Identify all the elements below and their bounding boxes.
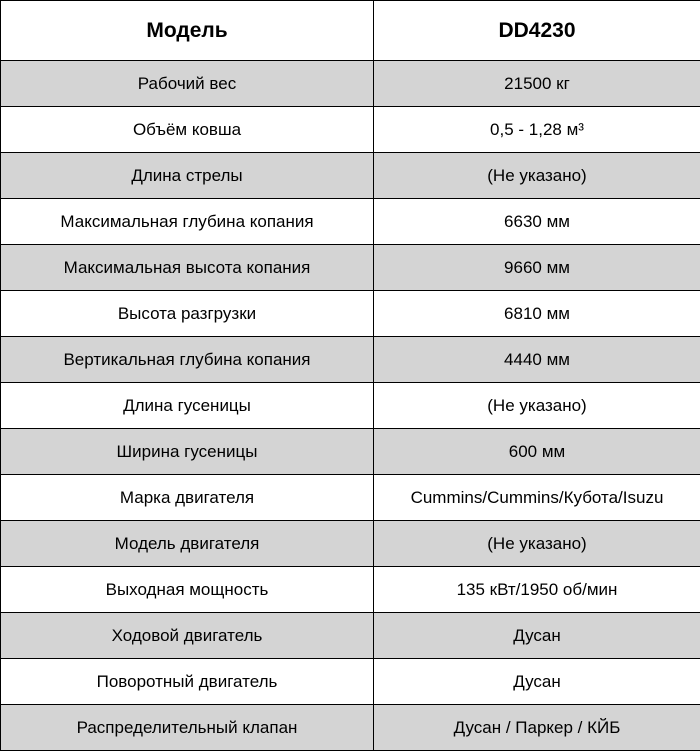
row-label: Рабочий вес [1, 61, 374, 107]
header-model-label: Модель [1, 1, 374, 61]
row-value: 135 кВт/1950 об/мин [374, 567, 700, 613]
row-value: 9660 мм [374, 245, 700, 291]
header-model-value: DD4230 [374, 1, 700, 61]
row-label: Высота разгрузки [1, 291, 374, 337]
table-row [1, 199, 700, 245]
row-label: Распределительный клапан [1, 705, 374, 751]
row-value: 6630 мм [374, 199, 700, 245]
row-label: Максимальная высота копания [1, 245, 374, 291]
row-label: Ширина гусеницы [1, 429, 374, 475]
table-row [1, 61, 700, 107]
row-value: (Не указано) [374, 153, 700, 199]
table-row [1, 567, 700, 613]
table-row [1, 291, 700, 337]
table-row [1, 659, 700, 705]
row-value: (Не указано) [374, 521, 700, 567]
row-label: Выходная мощность [1, 567, 374, 613]
table-row [1, 153, 700, 199]
row-value: 6810 мм [374, 291, 700, 337]
table-row [1, 337, 700, 383]
table-row [1, 383, 700, 429]
row-value: 600 мм [374, 429, 700, 475]
row-value: Дусан [374, 613, 700, 659]
table-row [1, 107, 700, 153]
row-value: (Не указано) [374, 383, 700, 429]
table-row [1, 429, 700, 475]
row-value: Cummins/Cummins/Кубота/Isuzu [374, 475, 700, 521]
row-label: Модель двигателя [1, 521, 374, 567]
table-row [1, 475, 700, 521]
table-header-row [1, 1, 700, 61]
row-value: 21500 кг [374, 61, 700, 107]
row-label: Длина стрелы [1, 153, 374, 199]
row-value: 0,5 - 1,28 м³ [374, 107, 700, 153]
row-label: Вертикальная глубина копания [1, 337, 374, 383]
row-value: 4440 мм [374, 337, 700, 383]
table-row [1, 705, 700, 751]
row-label: Ходовой двигатель [1, 613, 374, 659]
row-label: Длина гусеницы [1, 383, 374, 429]
row-value: Дусан / Паркер / КЙБ [374, 705, 700, 751]
row-label: Марка двигателя [1, 475, 374, 521]
row-label: Поворотный двигатель [1, 659, 374, 705]
table-row [1, 245, 700, 291]
row-value: Дусан [374, 659, 700, 705]
row-label: Объём ковша [1, 107, 374, 153]
table-row [1, 521, 700, 567]
table-row [1, 613, 700, 659]
row-label: Максимальная глубина копания [1, 199, 374, 245]
